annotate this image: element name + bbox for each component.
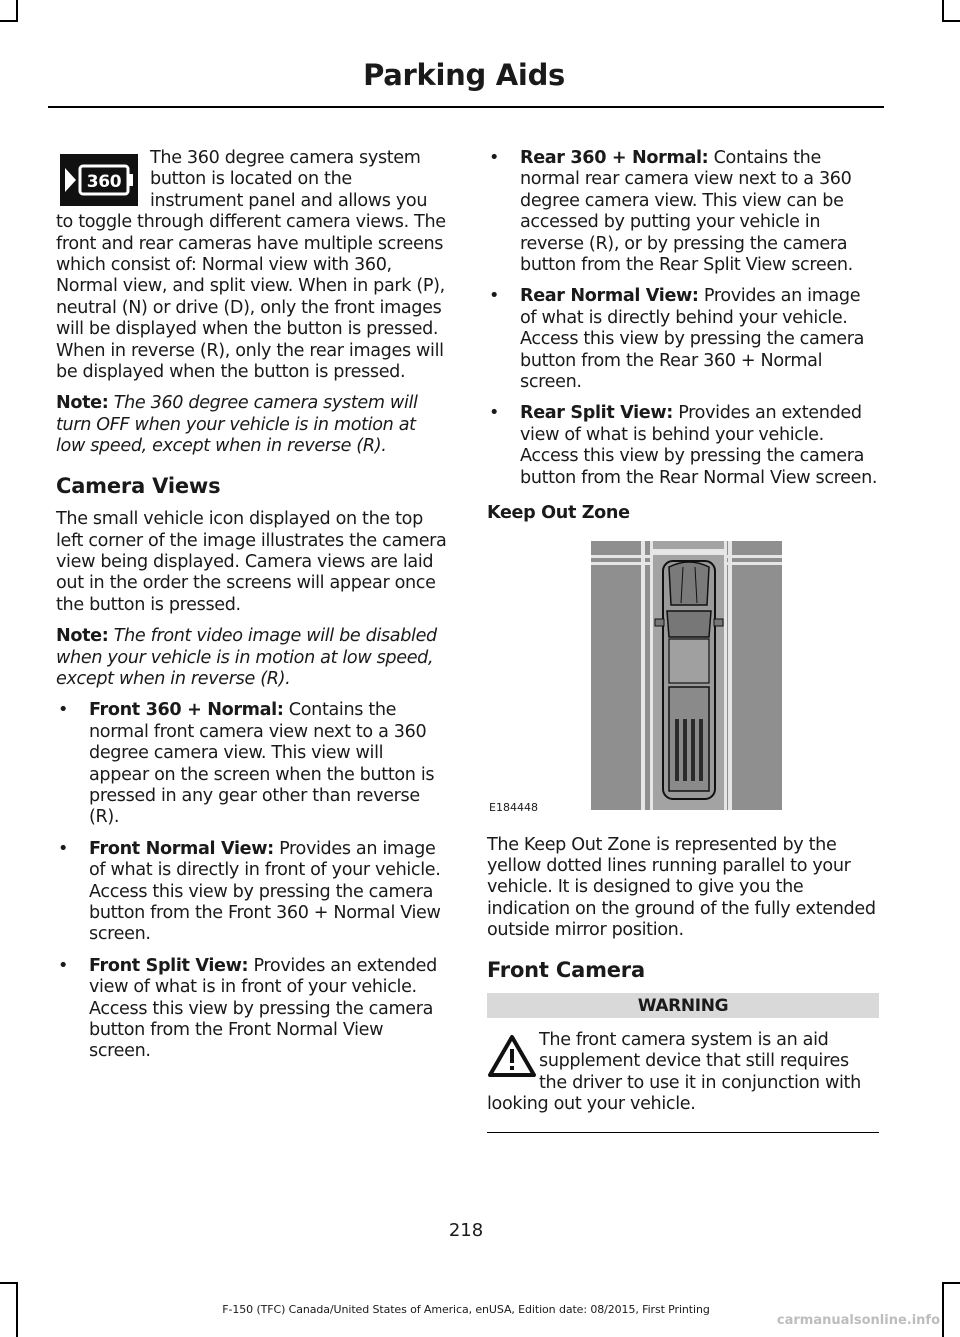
figure-code: E184448 — [489, 800, 538, 814]
list-item — [56, 700, 448, 828]
warning-banner: WARNING — [487, 993, 879, 1018]
section-heading-front-camera: Front Camera — [487, 957, 645, 982]
bullet-icon: • — [489, 286, 500, 307]
icon-360-label: 360 — [86, 172, 122, 192]
bullet-lead: Rear Normal View: — [520, 286, 699, 307]
intro-paragraph: The 360 degree camera system button is located on the instrument panel and allows you to toggle through different camera views. The front and rear cameras have multiple screens which consist of: Normal view with 360, Normal view, and split view. When in park (P), neutral (N) or drive (D), only the front images will be displayed when the button is pressed. When in reverse (R), only the rear images will be displayed when the button is pressed. — [56, 148, 446, 383]
bullet-text: Provides an extended view of what is behind your vehicle. Access this view by pressing the camera button from the Rear Normal View screen. — [520, 403, 878, 488]
note-text: The front video image will be disabled when your vehicle is in motion at low speed, except when in reverse (R). — [56, 626, 437, 689]
bullet-text: Provides an extended view of what is in front of your vehicle. Access this view by pressing the camera button from the Front Normal View screen. — [89, 955, 437, 1062]
left-column — [56, 148, 448, 1073]
note-label: Note: — [56, 393, 109, 414]
rear-views-list — [487, 148, 879, 489]
page-number: 218 — [448, 1220, 484, 1241]
truck-icon — [655, 561, 723, 799]
note-label: Note: — [56, 626, 109, 647]
bullet-text: Contains the normal front camera view next to a 360 degree camera view. This view will appear on the screen when the button is pressed in any gear other than reverse (R). — [89, 700, 435, 828]
watermark: carmanualsonline.info — [776, 1313, 940, 1328]
bullet-lead: Front Normal View: — [89, 838, 274, 859]
bullet-text: Provides an image of what is directly behind your vehicle. Access this view by pressing the camera button from the Rear 360 + Normal screen. — [520, 286, 865, 393]
page-title: Parking Aids — [363, 58, 565, 92]
crop-mark — [942, 0, 944, 22]
bullet-lead: Front 360 + Normal: — [89, 700, 284, 721]
footer-edition: F-150 (TFC) Canada/United States of America, enUSA, Edition date: 08/2015, First Printing — [222, 1303, 710, 1316]
bullet-lead: Front Split View: — [89, 955, 249, 976]
list-item — [487, 286, 879, 393]
right-column — [487, 148, 879, 1133]
crop-mark — [942, 20, 960, 22]
warning-rule — [487, 1132, 879, 1133]
crop-mark — [0, 20, 18, 22]
section-heading-keep-out-zone: Keep Out Zone — [487, 503, 630, 524]
camera-360-button-icon — [60, 154, 138, 206]
crop-mark — [942, 1282, 960, 1284]
crop-mark — [942, 1282, 944, 1337]
list-item — [56, 956, 448, 1063]
camera-views-paragraph: The small vehicle icon displayed on the top left corner of the image illustrates the camera view being displayed. Camera views are laid out in the order the screens will appear once the button is pressed. — [56, 509, 447, 615]
note-1 — [56, 393, 448, 457]
bullet-icon: • — [58, 955, 69, 976]
note-2 — [56, 626, 448, 690]
bullet-icon: • — [58, 700, 69, 721]
keep-out-paragraph: The Keep Out Zone is represented by the yellow dotted lines running parallel to your vehicle. It is designed to give you the indication on the ground of the fully extended outside mirror position. — [487, 834, 876, 941]
bullet-icon: • — [489, 148, 500, 168]
keep-out-zone-illustration — [591, 541, 782, 810]
bullet-icon: • — [58, 838, 69, 859]
bullet-lead: Rear 360 + Normal: — [520, 148, 709, 168]
crop-mark — [16, 0, 18, 22]
warning-triangle-icon — [487, 1034, 537, 1078]
keep-out-zone-figure — [487, 541, 879, 823]
bullet-text: Provides an image of what is directly in front of your vehicle. Access this view by pressing the camera button from the Front 360 + Normal View screen. — [89, 838, 441, 945]
list-item — [56, 839, 448, 946]
list-item — [487, 403, 879, 489]
bullet-text: Contains the normal rear camera view next to a 360 degree camera view. This view can be accessed by putting your vehicle in reverse (R), or by pressing the camera button from the Rear Split View screen. — [520, 148, 853, 276]
list-item — [487, 148, 879, 276]
front-views-list — [56, 700, 448, 1063]
bullet-icon: • — [489, 403, 500, 424]
bullet-lead: Rear Split View: — [520, 403, 673, 424]
warning-text: The front camera system is an aid supplement device that still requires the driver to use it in conjunction with looking out your vehicle. — [487, 1029, 861, 1115]
header-rule — [48, 106, 884, 108]
section-heading-camera-views: Camera Views — [56, 473, 221, 498]
crop-mark — [0, 1282, 18, 1284]
note-text: The 360 degree camera system will turn OFF when your vehicle is in motion at low speed, except when in reverse (R). — [56, 393, 418, 457]
